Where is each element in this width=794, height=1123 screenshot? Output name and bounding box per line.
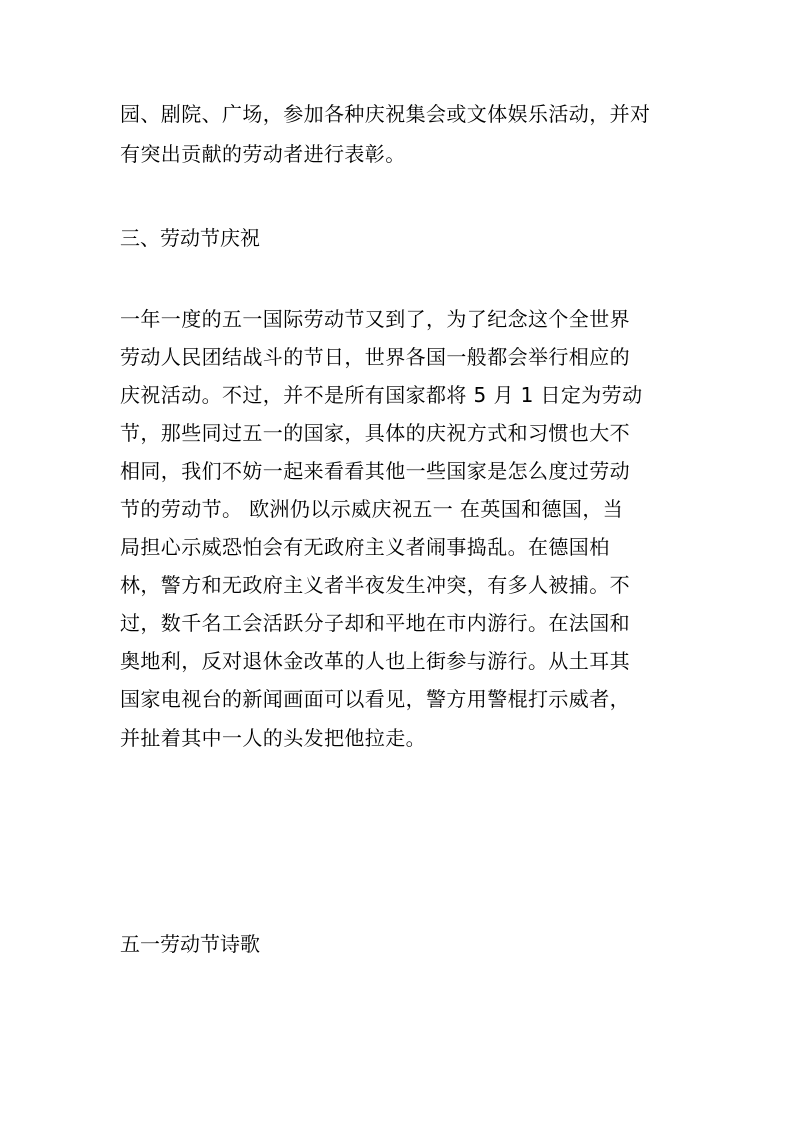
section-three-line-2: 劳动人民团结战斗的节日，世界各国一般都会举行相应的 <box>120 345 630 369</box>
poem-section-heading: 五一劳动节诗歌 <box>120 932 260 956</box>
intro-line-1: 园、剧院、广场，参加各种庆祝集会或文体娱乐活动，并对 <box>120 102 651 126</box>
section-three-line-4: 节，那些同过五一的国家，具体的庆祝方式和习惯也大不 <box>120 421 630 445</box>
section-three-line-12: 并扯着其中一人的头发把他拉走。 <box>120 726 426 750</box>
section-three-line-10: 奥地利，反对退休金改革的人也上街参与游行。从土耳其 <box>120 649 630 673</box>
section-three-line-3: 庆祝活动。不过，并不是所有国家都将 5 月 1 日定为劳动 <box>120 383 643 407</box>
section-three-line-6: 节的劳动节。 欧洲仍以示威庆祝五一 在英国和德国，当 <box>120 497 624 521</box>
section-three-line-9: 过，数千名工会活跃分子却和平地在市内游行。在法国和 <box>120 611 630 635</box>
section-three-line-1: 一年一度的五一国际劳动节又到了，为了纪念这个全世界 <box>120 307 630 331</box>
section-three-line-8: 林，警方和无政府主义者半夜发生冲突，有多人被捕。不 <box>120 573 630 597</box>
section-three-line-11: 国家电视台的新闻画面可以看见，警方用警棍打示威者， <box>120 687 630 711</box>
intro-line-2: 有突出贡献的劳动者进行表彰。 <box>120 142 406 166</box>
section-three-line-5: 相同，我们不妨一起来看看其他一些国家是怎么度过劳动 <box>120 459 630 483</box>
section-three-line-7: 局担心示威恐怕会有无政府主义者闹事捣乱。在德国柏 <box>120 535 610 559</box>
section-three-heading: 三、劳动节庆祝 <box>120 226 260 250</box>
